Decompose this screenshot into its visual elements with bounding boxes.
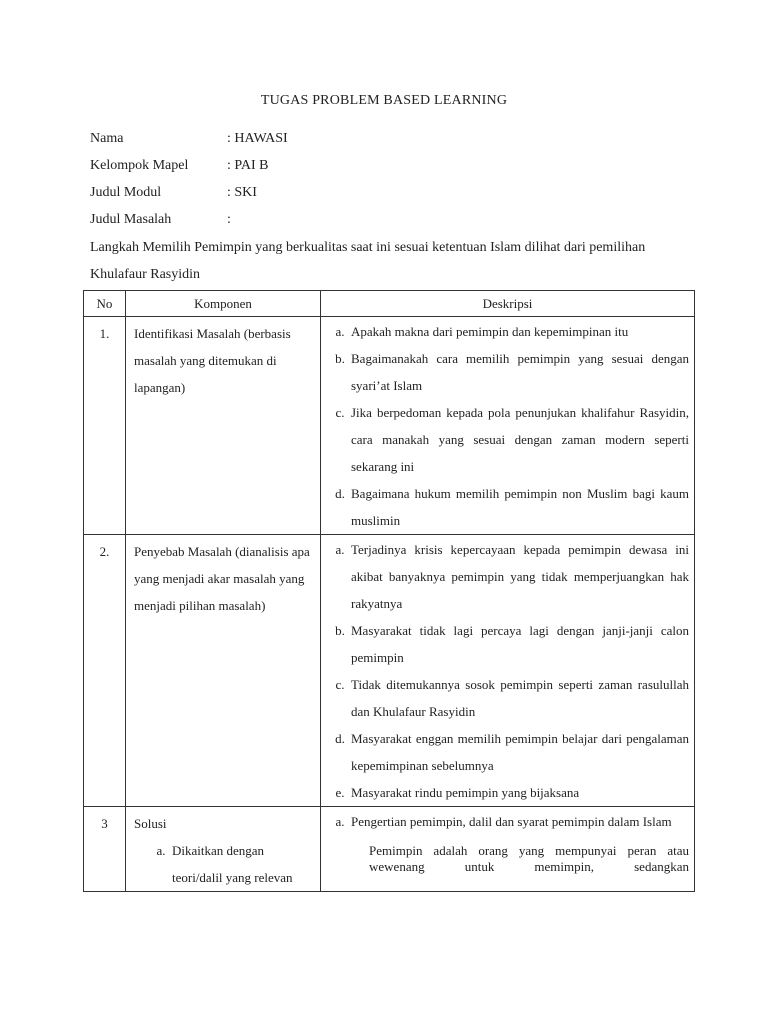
list-item [329,345,689,399]
list-text: Masyarakat rindu pemimpin yang bijaksana [351,785,580,800]
list-item [329,318,689,345]
list-item [329,779,689,806]
komponen-title: Solusi [134,816,167,831]
header-no: No [84,291,126,317]
header-deskripsi: Deskripsi [321,291,695,317]
list-marker: a. [156,843,166,858]
list-marker: a. [335,814,345,829]
meta-label: Judul Modul [90,185,162,200]
pbl-table [83,290,695,892]
deskripsi-cell [321,535,695,807]
list-text: Dikaitkan dengan teori/dalil yang relevan [172,843,293,885]
deskripsi-cell [321,807,695,892]
list-text: Masyarakat enggan memilih pemimpin belajar dari pengalaman kepemimpinan sebelumnya [351,731,689,773]
list-item [329,536,689,617]
definition-paragraph: Pemimpin adalah orang yang mempunyai peran atau wewenang untuk memimpin, sedangkan [369,843,689,874]
meta-label: Kelompok Mapel [90,158,189,173]
list-text: Apakah makna dari pemimpin dan kepemimpinan itu [351,324,629,339]
meta-value: : [227,212,231,227]
list-marker: d. [335,486,345,501]
row-number: 1. [84,317,126,535]
meta-label: Judul Masalah [90,212,172,227]
list-text: Masyarakat tidak lagi percaya lagi dengan janji-janji calon pemimpin [351,623,689,665]
list-marker: c. [335,677,345,692]
meta-value: : SKI [227,185,257,200]
header-komponen: Komponen [126,291,321,317]
list-item [329,617,689,671]
table-header-row [84,291,695,317]
meta-value: : PAI B [227,158,269,173]
list-marker: c. [335,405,345,420]
komponen-cell: Identifikasi Masalah (berbasis masalah yang ditemukan di lapangan) [126,317,321,535]
list-marker: e. [335,785,345,800]
list-item [329,808,689,835]
deskripsi-cell [321,317,695,535]
problem-statement: Langkah Memilih Pemimpin yang berkualitas saat ini sesuai ketentuan Islam dilihat dari pemilihan Khulafaur Rasyidin [90,240,646,282]
list-item [329,671,689,725]
list-item [329,725,689,779]
row-number: 3 [84,807,126,892]
document-title: TUGAS PROBLEM BASED LEARNING [260,93,508,108]
list-text: Pengertian pemimpin, dalil dan syarat pemimpin dalam Islam [351,814,672,829]
komponen-subitem [134,837,314,891]
list-marker: b. [335,623,345,638]
list-text: Bagaimanakah cara memilih pemimpin yang sesuai dengan syari’at Islam [351,351,689,393]
meta-value: : HAWASI [227,131,288,146]
list-marker: d. [335,731,345,746]
list-text: Terjadinya krisis kepercayaan kepada pemimpin dewasa ini akibat banyaknya pemimpin yang tidak memperjuangkan hak rakyatnya [351,542,689,611]
list-marker: b. [335,351,345,366]
table-row [84,807,695,892]
table-row [84,317,695,535]
list-marker: a. [335,542,345,557]
list-text: Bagaimana hukum memilih pemimpin non Muslim bagi kaum muslimin [351,486,689,528]
list-text: Tidak ditemukannya sosok pemimpin seperti zaman rasulullah dan Khulafaur Rasyidin [351,677,689,719]
komponen-cell [126,807,321,892]
list-text: Jika berpedoman kepada pola penunjukan khalifahur Rasyidin, cara manakah yang sesuai dengan zaman modern seperti sekarang ini [351,405,689,474]
table-row [84,535,695,807]
list-item [329,480,689,534]
list-item [329,399,689,480]
row-number: 2. [84,535,126,807]
komponen-cell: Penyebab Masalah (dianalisis apa yang menjadi akar masalah yang menjadi pilihan masalah) [126,535,321,807]
meta-label: Nama [90,131,124,146]
list-marker: a. [335,324,345,339]
